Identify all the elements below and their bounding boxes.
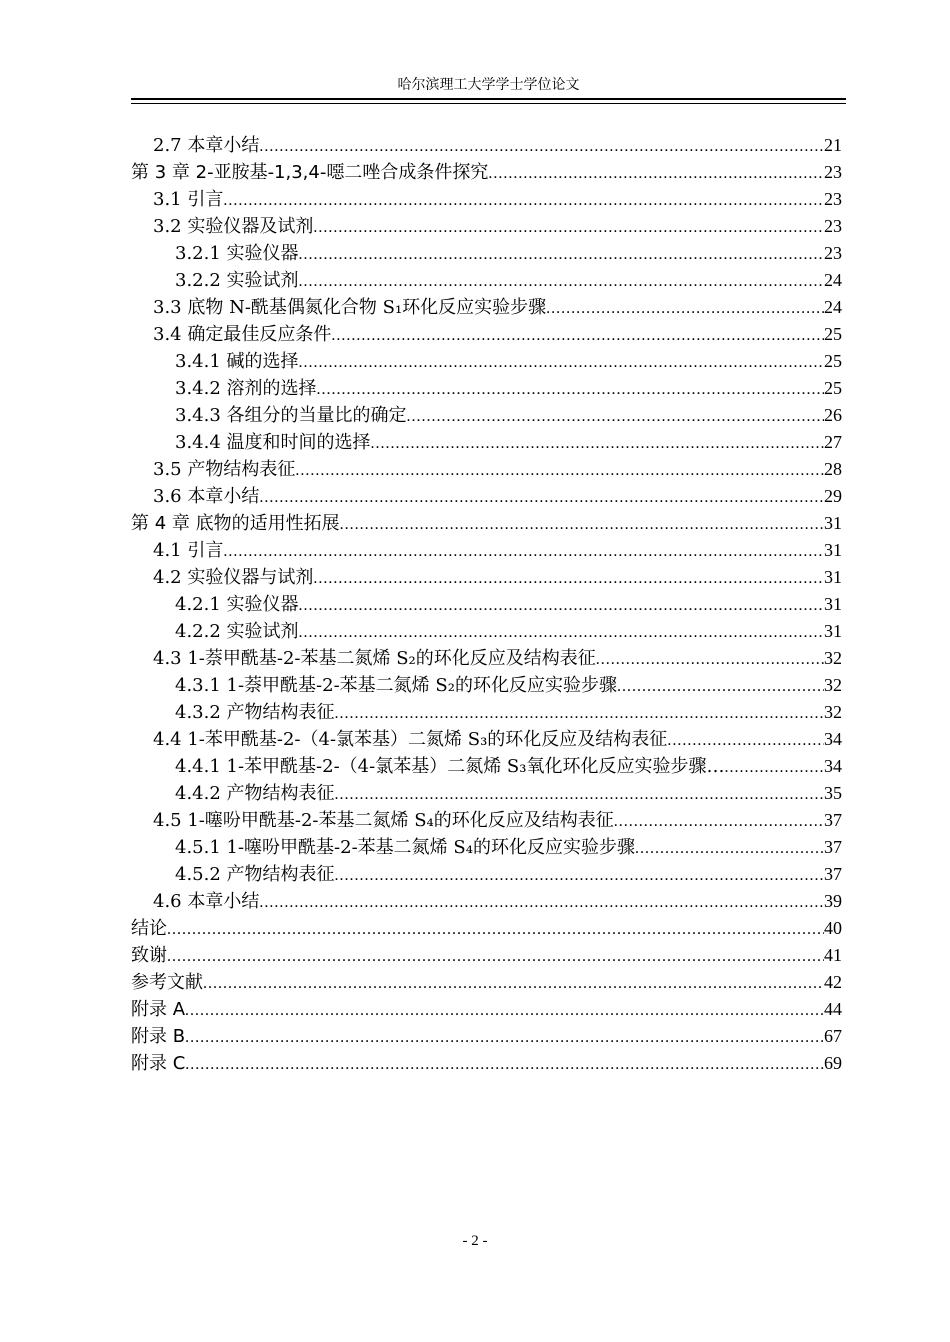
toc-entry[interactable] — [131, 456, 842, 483]
toc-entry-page: 39 — [824, 891, 842, 911]
toc-entry[interactable] — [131, 321, 842, 348]
toc-leader-dots — [299, 268, 824, 295]
toc-leader-dots — [335, 700, 824, 727]
toc-entry[interactable] — [131, 213, 842, 240]
toc-entry-page: 25 — [824, 351, 842, 371]
toc-entry[interactable] — [131, 537, 842, 564]
toc-leader-dots — [596, 646, 824, 673]
toc-entry-page: 42 — [824, 972, 842, 992]
toc-leader-dots — [295, 457, 824, 484]
toc-entry-title: 结论 — [131, 918, 167, 939]
toc-entry-title: 3.4.2 溶剂的选择 — [175, 378, 317, 399]
toc-entry[interactable] — [131, 672, 842, 699]
table-of-contents — [131, 132, 842, 1077]
toc-entry-title: 3.4.4 温度和时间的选择 — [175, 432, 371, 453]
toc-entry-page: 31 — [824, 567, 842, 587]
toc-entry-page: 41 — [824, 945, 842, 965]
toc-entry-page: 26 — [824, 405, 842, 425]
toc-leader-dots — [371, 430, 824, 457]
toc-entry[interactable] — [131, 834, 842, 861]
toc-entry[interactable] — [131, 726, 842, 753]
toc-entry-title: 附录 C — [131, 1053, 186, 1074]
page-number: - 2 - — [462, 1233, 488, 1249]
toc-leader-dots — [614, 808, 824, 835]
toc-entry-title: 4.1 引言 — [153, 540, 224, 561]
toc-entry-page: 25 — [824, 378, 842, 398]
toc-leader-dots — [185, 997, 824, 1024]
toc-leader-dots — [635, 835, 824, 862]
toc-entry-title: 3.4.1 碱的选择 — [175, 351, 299, 372]
toc-entry-page: 23 — [824, 216, 842, 236]
toc-leader-dots — [167, 916, 824, 943]
toc-entry-page: 31 — [824, 621, 842, 641]
toc-entry[interactable] — [131, 699, 842, 726]
toc-entry-page: 32 — [824, 648, 842, 668]
toc-entry-page: 32 — [824, 702, 842, 722]
toc-entry-page: 37 — [824, 837, 842, 857]
toc-entry-title: 3.1 引言 — [153, 189, 224, 210]
toc-entry-title: 4.3.2 产物结构表征 — [175, 702, 335, 723]
toc-entry-page: 40 — [824, 918, 842, 938]
toc-entry-page: 34 — [824, 756, 842, 776]
toc-leader-dots — [317, 376, 824, 403]
toc-leader-dots — [203, 970, 824, 997]
toc-entry-title: 4.6 本章小结 — [153, 891, 260, 912]
header-rule-thick — [131, 98, 846, 100]
toc-entry-title: 3.3 底物 N-酰基偶氮化合物 S₁环化反应实验步骤 — [153, 297, 547, 318]
toc-entry-page: 29 — [824, 486, 842, 506]
toc-entry-page: 23 — [824, 189, 842, 209]
toc-entry[interactable] — [131, 510, 842, 537]
toc-leader-dots — [299, 241, 824, 268]
header-rule-thin — [131, 103, 846, 104]
toc-entry-title: 第 4 章 底物的适用性拓展 — [131, 513, 340, 534]
toc-entry[interactable] — [131, 861, 842, 888]
toc-leader-dots — [259, 133, 824, 160]
toc-entry[interactable] — [131, 888, 842, 915]
toc-entry-title: 3.5 产物结构表征 — [153, 459, 296, 480]
toc-leader-dots — [340, 511, 824, 538]
toc-entry-title: 4.5.1 1-噻吩甲酰基-2-苯基二氮烯 S₄的环化反应实验步骤 — [175, 837, 635, 858]
toc-entry-page: 23 — [824, 162, 842, 182]
toc-entry-page: 25 — [824, 324, 842, 344]
toc-leader-dots — [167, 943, 824, 970]
toc-entry[interactable] — [131, 348, 842, 375]
toc-entry-title: 参考文献 — [131, 972, 203, 993]
toc-entry[interactable] — [131, 483, 842, 510]
toc-leader-dots — [313, 214, 824, 241]
toc-entry[interactable] — [131, 942, 842, 969]
toc-entry-title: 3.6 本章小结 — [153, 486, 260, 507]
toc-entry-title: 4.4.1 1-苯甲酰基-2-（4-氯苯基）二氮烯 S₃氧化环化反应实验步骤… — [175, 756, 725, 777]
toc-entry[interactable] — [131, 969, 842, 996]
toc-entry-title: 附录 A — [131, 999, 186, 1020]
toc-entry[interactable] — [131, 564, 842, 591]
toc-entry[interactable] — [131, 159, 842, 186]
toc-entry-title: 3.2.2 实验试剂 — [175, 270, 299, 291]
toc-leader-dots — [724, 754, 824, 781]
toc-entry[interactable] — [131, 240, 842, 267]
toc-leader-dots — [223, 538, 824, 565]
toc-entry-page: 35 — [824, 783, 842, 803]
toc-entry[interactable] — [131, 294, 842, 321]
toc-entry-page: 31 — [824, 594, 842, 614]
toc-entry[interactable] — [131, 645, 842, 672]
toc-leader-dots — [223, 187, 824, 214]
toc-entry[interactable] — [131, 996, 842, 1023]
toc-leader-dots — [617, 673, 824, 700]
toc-entry-page: 28 — [824, 459, 842, 479]
toc-entry-title: 3.2 实验仪器及试剂 — [153, 216, 314, 237]
toc-entry[interactable] — [131, 591, 842, 618]
toc-entry-title: 3.4.3 各组分的当量比的确定 — [175, 405, 407, 426]
toc-entry[interactable] — [131, 753, 842, 780]
toc-entry-page: 32 — [824, 675, 842, 695]
toc-entry-title: 4.5 1-噻吩甲酰基-2-苯基二氮烯 S₄的环化反应及结构表征 — [153, 810, 614, 831]
toc-entry-title: 2.7 本章小结 — [153, 135, 260, 156]
toc-entry-title: 致谢 — [131, 945, 167, 966]
toc-entry-page: 67 — [824, 1026, 842, 1046]
toc-leader-dots — [185, 1024, 824, 1051]
toc-leader-dots — [299, 592, 824, 619]
toc-entry-title: 4.3.1 1-萘甲酰基-2-苯基二氮烯 S₂的环化反应实验步骤 — [175, 675, 617, 696]
toc-entry[interactable] — [131, 1050, 842, 1077]
toc-entry-title: 附录 B — [131, 1026, 186, 1047]
toc-entry[interactable] — [131, 1023, 842, 1050]
toc-entry[interactable] — [131, 375, 842, 402]
toc-entry-page: 23 — [824, 243, 842, 263]
toc-entry-page: 24 — [824, 297, 842, 317]
toc-leader-dots — [299, 349, 824, 376]
toc-entry-page: 31 — [824, 513, 842, 533]
toc-leader-dots — [667, 727, 824, 754]
toc-leader-dots — [259, 889, 824, 916]
toc-entry-page: 27 — [824, 432, 842, 452]
toc-entry-page: 44 — [824, 999, 842, 1019]
toc-leader-dots — [488, 160, 824, 187]
toc-entry-title: 4.4 1-苯甲酰基-2-（4-氯苯基）二氮烯 S₃的环化反应及结构表征 — [153, 729, 668, 750]
toc-entry-title: 4.2.2 实验试剂 — [175, 621, 299, 642]
toc-leader-dots — [335, 781, 824, 808]
toc-entry-title: 4.3 1-萘甲酰基-2-苯基二氮烯 S₂的环化反应及结构表征 — [153, 648, 596, 669]
toc-leader-dots — [407, 403, 824, 430]
toc-leader-dots — [259, 484, 824, 511]
toc-entry[interactable] — [131, 780, 842, 807]
toc-leader-dots — [185, 1051, 824, 1078]
toc-entry-page: 31 — [824, 540, 842, 560]
toc-entry[interactable] — [131, 267, 842, 294]
toc-entry[interactable] — [131, 618, 842, 645]
toc-entry-page: 21 — [824, 135, 842, 155]
toc-entry-title: 3.4 确定最佳反应条件 — [153, 324, 332, 345]
toc-leader-dots — [331, 322, 824, 349]
toc-entry-title: 4.2.1 实验仪器 — [175, 594, 299, 615]
toc-entry-title: 4.5.2 产物结构表征 — [175, 864, 335, 885]
page-header: 哈尔滨理工大学学士学位论文 — [397, 77, 580, 93]
toc-entry[interactable] — [131, 132, 842, 159]
toc-entry-title: 4.2 实验仪器与试剂 — [153, 567, 314, 588]
toc-leader-dots — [299, 619, 824, 646]
toc-entry[interactable] — [131, 429, 842, 456]
toc-entry[interactable] — [131, 402, 842, 429]
toc-entry-page: 69 — [824, 1053, 842, 1073]
toc-entry[interactable] — [131, 807, 842, 834]
toc-leader-dots — [313, 565, 824, 592]
toc-entry-title: 3.2.1 实验仪器 — [175, 243, 299, 264]
toc-entry-title: 4.4.2 产物结构表征 — [175, 783, 335, 804]
toc-entry-page: 37 — [824, 810, 842, 830]
toc-entry[interactable] — [131, 915, 842, 942]
toc-entry-title: 第 3 章 2-亚胺基-1,3,4-噁二唑合成条件探究 — [131, 162, 489, 183]
toc-entry-page: 37 — [824, 864, 842, 884]
toc-entry-page: 34 — [824, 729, 842, 749]
toc-entry[interactable] — [131, 186, 842, 213]
toc-leader-dots — [335, 862, 824, 889]
toc-entry-page: 24 — [824, 270, 842, 290]
toc-leader-dots — [546, 295, 824, 322]
